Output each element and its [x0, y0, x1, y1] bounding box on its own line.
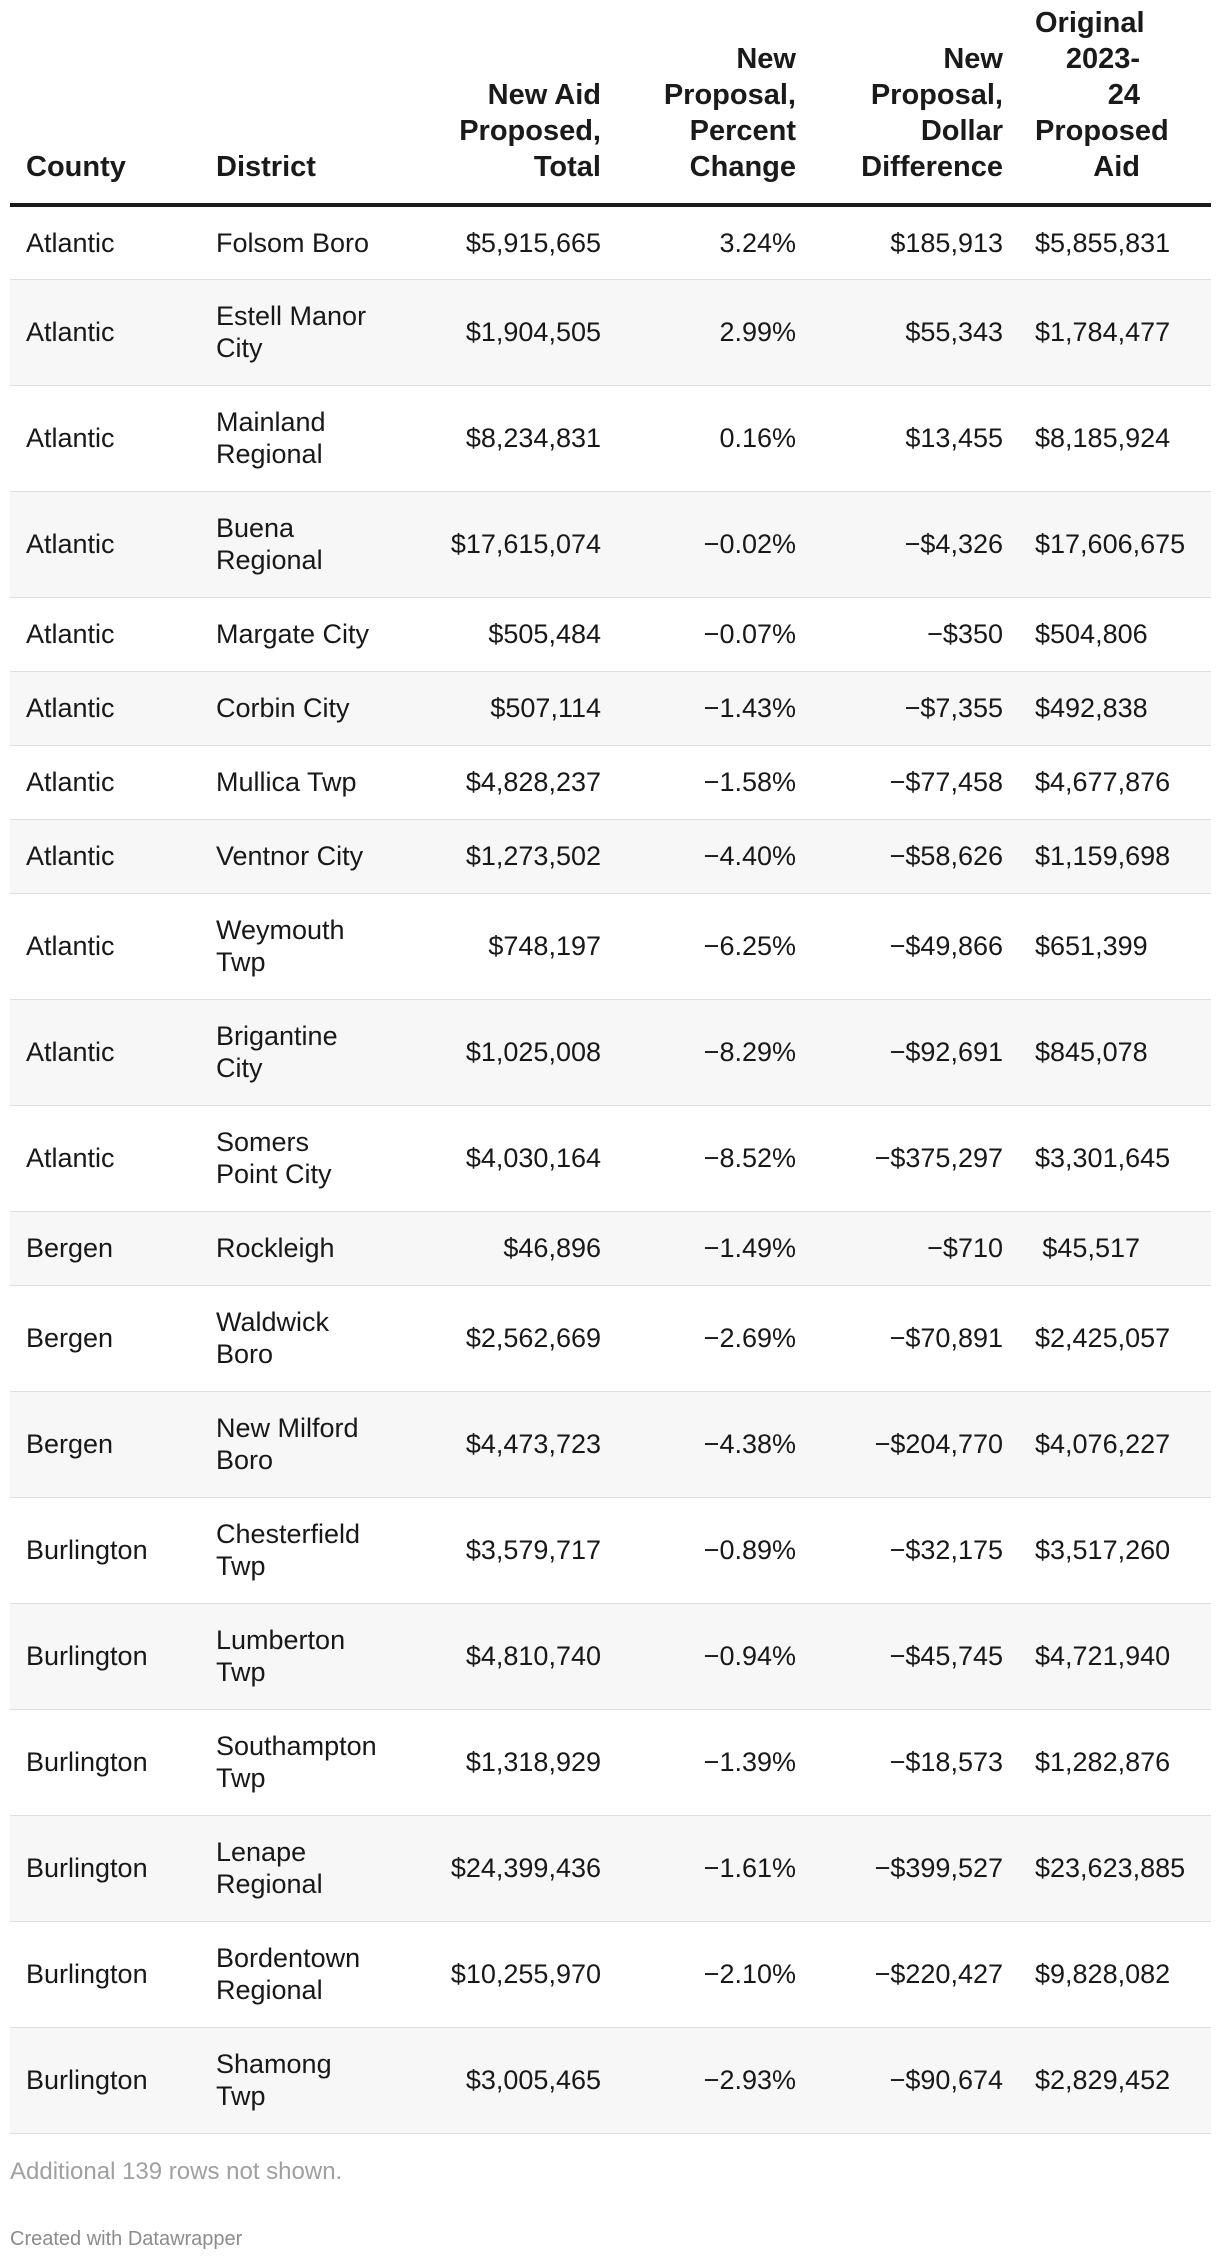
cell-county: Burlington	[10, 1497, 200, 1603]
table-row	[10, 1285, 1211, 1391]
cell-district: Rockleigh	[200, 1211, 390, 1285]
cell-dollar-difference: −$4,326	[812, 491, 1019, 597]
cell-new-aid-total: $17,615,074	[390, 491, 617, 597]
cell-percent-change: −8.29%	[617, 999, 812, 1105]
table-row	[10, 205, 1211, 279]
header-line: Difference	[861, 151, 1003, 183]
cell-original-aid: $4,076,227	[1019, 1391, 1211, 1497]
cell-new-aid-total: $505,484	[390, 597, 617, 671]
cell-percent-change: −1.43%	[617, 671, 812, 745]
cell-county: Burlington	[10, 1815, 200, 1921]
cell-dollar-difference: −$32,175	[812, 1497, 1019, 1603]
cell-dollar-difference: −$710	[812, 1211, 1019, 1285]
table-row	[10, 1815, 1211, 1921]
cell-original-aid: $1,282,876	[1019, 1709, 1211, 1815]
table-row	[10, 1709, 1211, 1815]
header-line: New Aid	[487, 79, 601, 111]
header-percent-change[interactable]	[617, 0, 812, 205]
cell-county: Atlantic	[10, 491, 200, 597]
cell-dollar-difference: $55,343	[812, 279, 1019, 385]
cell-district: Corbin City	[200, 671, 390, 745]
cell-original-aid: $3,517,260	[1019, 1497, 1211, 1603]
rows-not-shown-note: Additional 139 rows not shown.	[10, 2158, 343, 2185]
cell-percent-change: 2.99%	[617, 279, 812, 385]
cell-dollar-difference: −$70,891	[812, 1285, 1019, 1391]
cell-new-aid-total: $1,904,505	[390, 279, 617, 385]
header-line: Percent	[689, 115, 796, 147]
header-line: Original	[1035, 7, 1145, 39]
cell-district: Ventnor City	[200, 819, 390, 893]
cell-original-aid: $9,828,082	[1019, 1921, 1211, 2027]
cell-dollar-difference: −$220,427	[812, 1921, 1019, 2027]
cell-district: Buena Regional	[200, 491, 390, 597]
header-line: Proposed	[1035, 115, 1169, 147]
table-row	[10, 893, 1211, 999]
table-row	[10, 1603, 1211, 1709]
cell-original-aid: $17,606,675	[1019, 491, 1211, 597]
cell-percent-change: −2.69%	[617, 1285, 812, 1391]
cell-original-aid: $1,159,698	[1019, 819, 1211, 893]
cell-dollar-difference: −$350	[812, 597, 1019, 671]
cell-county: Bergen	[10, 1391, 200, 1497]
cell-new-aid-total: $3,005,465	[390, 2027, 617, 2133]
table-row	[10, 597, 1211, 671]
header-line: Proposal,	[870, 79, 1003, 111]
header-line: Aid	[1093, 151, 1140, 183]
cell-dollar-difference: −$45,745	[812, 1603, 1019, 1709]
cell-county: Atlantic	[10, 819, 200, 893]
table-row	[10, 1921, 1211, 2027]
cell-county: Atlantic	[10, 597, 200, 671]
cell-district: Bordentown Regional	[200, 1921, 390, 2027]
header-line: New	[736, 43, 796, 75]
cell-dollar-difference: −$77,458	[812, 745, 1019, 819]
cell-county: Bergen	[10, 1211, 200, 1285]
table-row	[10, 1211, 1211, 1285]
table-row	[10, 1497, 1211, 1603]
cell-dollar-difference: $13,455	[812, 385, 1019, 491]
cell-county: Atlantic	[10, 893, 200, 999]
cell-original-aid: $8,185,924	[1019, 385, 1211, 491]
cell-district: Chesterfield Twp	[200, 1497, 390, 1603]
header-line: New	[943, 43, 1003, 75]
header-line: Proposed,	[459, 115, 601, 147]
cell-new-aid-total: $748,197	[390, 893, 617, 999]
header-original-proposed-aid[interactable]	[1019, 0, 1211, 205]
table-row	[10, 999, 1211, 1105]
cell-original-aid: $4,677,876	[1019, 745, 1211, 819]
header-line: 2023-24	[1065, 43, 1140, 111]
cell-percent-change: −8.52%	[617, 1105, 812, 1211]
table-row	[10, 385, 1211, 491]
table-row	[10, 671, 1211, 745]
cell-percent-change: 3.24%	[617, 205, 812, 279]
cell-county: Atlantic	[10, 279, 200, 385]
cell-district: Mullica Twp	[200, 745, 390, 819]
header-new-aid-total[interactable]	[390, 0, 617, 205]
cell-county: Atlantic	[10, 205, 200, 279]
table-row	[10, 2027, 1211, 2133]
cell-original-aid: $2,425,057	[1019, 1285, 1211, 1391]
header-dollar-difference[interactable]	[812, 0, 1019, 205]
cell-district: Shamong Twp	[200, 2027, 390, 2133]
cell-district: Estell Manor City	[200, 279, 390, 385]
cell-county: Atlantic	[10, 385, 200, 491]
table-row	[10, 1391, 1211, 1497]
cell-new-aid-total: $8,234,831	[390, 385, 617, 491]
cell-new-aid-total: $4,030,164	[390, 1105, 617, 1211]
cell-original-aid: $45,517	[1019, 1211, 1211, 1285]
cell-dollar-difference: −$90,674	[812, 2027, 1019, 2133]
cell-dollar-difference: $185,913	[812, 205, 1019, 279]
cell-original-aid: $492,838	[1019, 671, 1211, 745]
table-row	[10, 819, 1211, 893]
cell-original-aid: $23,623,885	[1019, 1815, 1211, 1921]
cell-county: Atlantic	[10, 745, 200, 819]
cell-district: Brigantine City	[200, 999, 390, 1105]
cell-original-aid: $3,301,645	[1019, 1105, 1211, 1211]
header-district[interactable]: District	[200, 0, 390, 205]
cell-percent-change: −6.25%	[617, 893, 812, 999]
cell-district: Margate City	[200, 597, 390, 671]
cell-county: Atlantic	[10, 671, 200, 745]
header-line: Proposal,	[663, 79, 796, 111]
cell-county: Burlington	[10, 1921, 200, 2027]
cell-percent-change: −1.61%	[617, 1815, 812, 1921]
cell-percent-change: −1.58%	[617, 745, 812, 819]
cell-county: Atlantic	[10, 999, 200, 1105]
cell-district: Southampton Twp	[200, 1709, 390, 1815]
cell-original-aid: $504,806	[1019, 597, 1211, 671]
cell-county: Atlantic	[10, 1105, 200, 1211]
cell-new-aid-total: $1,025,008	[390, 999, 617, 1105]
cell-percent-change: −0.02%	[617, 491, 812, 597]
cell-dollar-difference: −$18,573	[812, 1709, 1019, 1815]
cell-county: Burlington	[10, 2027, 200, 2133]
cell-district: Waldwick Boro	[200, 1285, 390, 1391]
datawrapper-credit: Created with Datawrapper	[10, 2228, 243, 2250]
cell-percent-change: −4.40%	[617, 819, 812, 893]
cell-percent-change: −4.38%	[617, 1391, 812, 1497]
cell-percent-change: −2.93%	[617, 2027, 812, 2133]
cell-original-aid: $4,721,940	[1019, 1603, 1211, 1709]
cell-district: Lumberton Twp	[200, 1603, 390, 1709]
cell-dollar-difference: −$49,866	[812, 893, 1019, 999]
cell-new-aid-total: $3,579,717	[390, 1497, 617, 1603]
cell-new-aid-total: $4,810,740	[390, 1603, 617, 1709]
cell-dollar-difference: −$399,527	[812, 1815, 1019, 1921]
header-county[interactable]: County	[10, 0, 200, 205]
cell-original-aid: $5,855,831	[1019, 205, 1211, 279]
table-row	[10, 1105, 1211, 1211]
cell-percent-change: −0.89%	[617, 1497, 812, 1603]
table-viewport	[10, 0, 1211, 2150]
cell-district: Weymouth Twp	[200, 893, 390, 999]
table-row	[10, 745, 1211, 819]
cell-new-aid-total: $507,114	[390, 671, 617, 745]
aid-table	[10, 0, 1211, 2134]
table-row	[10, 279, 1211, 385]
table-header-row	[10, 0, 1211, 205]
cell-new-aid-total: $2,562,669	[390, 1285, 617, 1391]
cell-new-aid-total: $10,255,970	[390, 1921, 617, 2027]
cell-new-aid-total: $4,828,237	[390, 745, 617, 819]
cell-dollar-difference: −$7,355	[812, 671, 1019, 745]
cell-district: Folsom Boro	[200, 205, 390, 279]
cell-percent-change: −2.10%	[617, 1921, 812, 2027]
cell-original-aid: $1,784,477	[1019, 279, 1211, 385]
cell-new-aid-total: $1,318,929	[390, 1709, 617, 1815]
cell-new-aid-total: $24,399,436	[390, 1815, 617, 1921]
cell-new-aid-total: $46,896	[390, 1211, 617, 1285]
table-row	[10, 491, 1211, 597]
cell-new-aid-total: $5,915,665	[390, 205, 617, 279]
cell-county: Burlington	[10, 1709, 200, 1815]
cell-original-aid: $651,399	[1019, 893, 1211, 999]
cell-district: New Milford Boro	[200, 1391, 390, 1497]
cell-dollar-difference: −$58,626	[812, 819, 1019, 893]
cell-new-aid-total: $4,473,723	[390, 1391, 617, 1497]
cell-percent-change: −0.94%	[617, 1603, 812, 1709]
cell-new-aid-total: $1,273,502	[390, 819, 617, 893]
header-line: Dollar	[920, 115, 1003, 147]
cell-original-aid: $845,078	[1019, 999, 1211, 1105]
header-line: Total	[533, 151, 601, 183]
cell-dollar-difference: −$375,297	[812, 1105, 1019, 1211]
cell-dollar-difference: −$92,691	[812, 999, 1019, 1105]
cell-district: Mainland Regional	[200, 385, 390, 491]
cell-district: Somers Point City	[200, 1105, 390, 1211]
cell-dollar-difference: −$204,770	[812, 1391, 1019, 1497]
cell-county: Bergen	[10, 1285, 200, 1391]
cell-county: Burlington	[10, 1603, 200, 1709]
header-line: Change	[689, 151, 796, 183]
cell-percent-change: −1.49%	[617, 1211, 812, 1285]
cell-district: Lenape Regional	[200, 1815, 390, 1921]
cell-percent-change: 0.16%	[617, 385, 812, 491]
cell-original-aid: $2,829,452	[1019, 2027, 1211, 2133]
cell-percent-change: −0.07%	[617, 597, 812, 671]
cell-percent-change: −1.39%	[617, 1709, 812, 1815]
